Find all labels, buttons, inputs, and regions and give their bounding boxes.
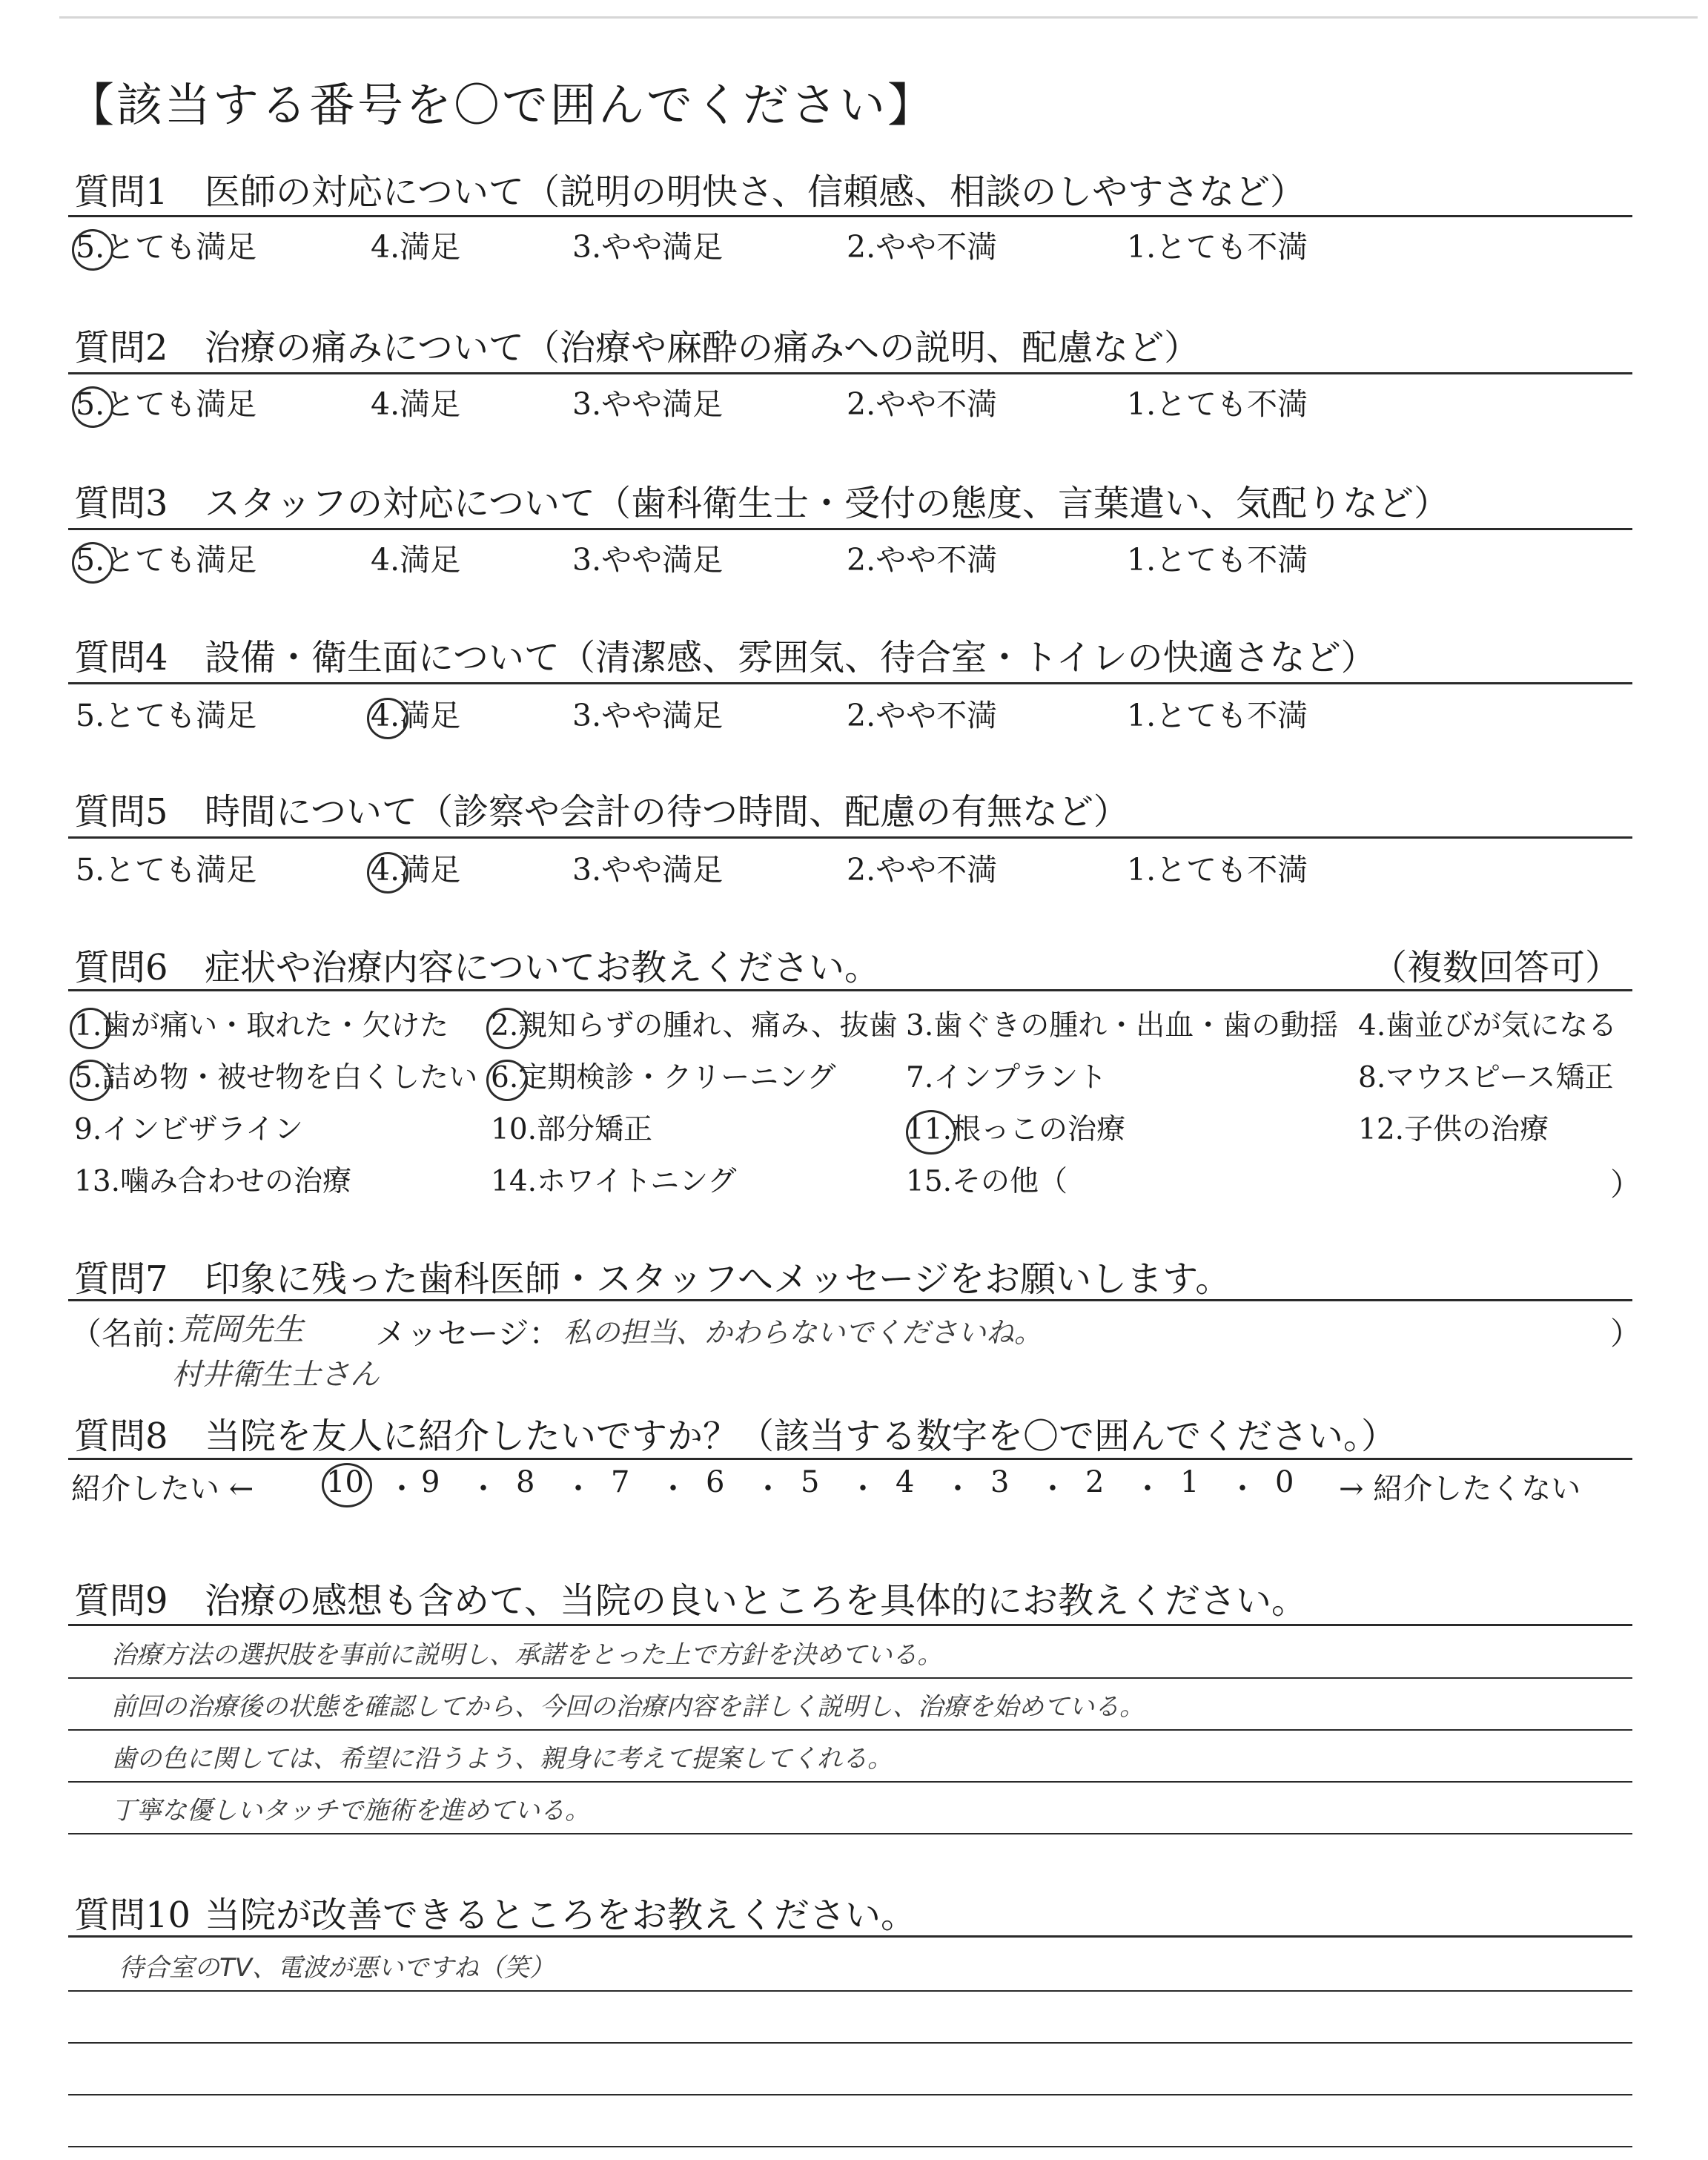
question-text: 治療の感想も含めて、当院の良いところを具体的にお教えください。: [205, 1580, 1308, 1622]
answer-row-1: [0, 222, 1708, 267]
option-label: 噛み合わせの治療: [120, 1165, 352, 1198]
option-number: 5.: [76, 852, 105, 888]
option-label: 詰め物・被せ物を白くしたい: [102, 1061, 478, 1094]
option: [76, 222, 256, 266]
option: [76, 845, 256, 889]
scale-separator: ・: [1038, 1472, 1068, 1506]
divider: [68, 836, 1632, 839]
answer-row-4: [0, 691, 1708, 736]
option-number: 9.: [74, 1113, 102, 1146]
question-number: 質問1: [74, 171, 168, 213]
option-number: 2.: [847, 229, 876, 265]
scale-value: 3: [990, 1465, 1010, 1499]
handwritten-answer: 治療方法の選択肢を事前に説明し、承諾をとった上で方針を決めている。: [111, 1640, 943, 1670]
symptom-option: [1358, 1106, 1549, 1148]
option-number: 3.: [572, 542, 602, 578]
option-number: 2.: [847, 386, 876, 422]
option-number: 13.: [74, 1165, 121, 1198]
question-text: 当院が改善できるところをお教えください。: [205, 1895, 917, 1936]
option-label: とても満足: [105, 229, 257, 265]
symptom-option: [74, 1158, 351, 1200]
question-text: 症状や治療内容についてお教えください。: [205, 947, 881, 988]
scale-left-label: 紹介したい ←: [71, 1472, 254, 1506]
option-label: その他（: [952, 1165, 1068, 1198]
question-number: 質問8: [74, 1416, 168, 1457]
divider: [68, 1458, 1632, 1460]
option-number: 1.: [1127, 386, 1156, 422]
option-label: 満足: [400, 698, 461, 733]
answer-line: [68, 1990, 1632, 1992]
option-label: とても不満: [1156, 542, 1308, 578]
staff-name-hygienist: 村井衛生士さん: [172, 1358, 380, 1392]
option-label: 満足: [400, 852, 461, 888]
symptom-option: [74, 1003, 448, 1044]
option-label: とても満足: [105, 698, 257, 733]
option-label: とても満足: [105, 852, 257, 888]
option: [371, 380, 460, 423]
option-number: 8.: [1358, 1061, 1386, 1094]
option-label: 親知らずの腫れ、痛み、抜歯: [518, 1009, 898, 1043]
option-label: とても満足: [105, 386, 257, 422]
option: [371, 222, 460, 266]
scale-value: 4: [896, 1465, 915, 1499]
option-label: マウスピース矯正: [1386, 1061, 1614, 1094]
option-label: やや満足: [601, 386, 724, 422]
question-number: 質問2: [74, 327, 168, 369]
question-7: [74, 1250, 1231, 1301]
option-number: 3.: [906, 1009, 934, 1043]
message-text: 私の担当、かわらないでくださいね。: [563, 1316, 1043, 1349]
question-text: 設備・衛生面について（清潔感、雰囲気、待合室・トイレの快適さなど）: [205, 637, 1377, 678]
answer-line: [68, 1833, 1632, 1834]
option-label: やや満足: [601, 698, 724, 733]
question-1: [74, 163, 1305, 214]
question-9: [74, 1572, 1307, 1623]
question-number: 質問7: [74, 1258, 168, 1300]
question-text: スタッフの対応について（歯科衛生士・受付の態度、言葉遣い、気配りなど）: [205, 483, 1450, 524]
option: [371, 535, 460, 579]
option: [847, 845, 997, 889]
scale-separator: ・: [469, 1472, 498, 1506]
scale-separator: ・: [1228, 1472, 1257, 1506]
option-label: ホワイトニング: [537, 1165, 737, 1198]
question-text: 時間について（診察や会計の待つ時間、配慮の有無など）: [205, 791, 1130, 833]
answer-line: [68, 1781, 1632, 1783]
option-number: 4.: [371, 229, 400, 265]
answer-row-3: [0, 535, 1708, 580]
option: [1127, 535, 1308, 579]
divider: [68, 1935, 1632, 1938]
scale-separator: ・: [943, 1472, 973, 1506]
option-label: 歯ぐきの腫れ・出血・歯の動揺: [933, 1009, 1339, 1043]
answer-line: [68, 1729, 1632, 1731]
option: [847, 222, 997, 266]
scale-separator: ・: [658, 1472, 688, 1506]
option-label: やや不満: [875, 698, 998, 733]
option-label: 定期検診・クリーニング: [518, 1061, 836, 1094]
form-title: 【該当する番号を〇で囲んでください】: [68, 78, 936, 132]
scale-right-label: → 紹介したくない: [1339, 1472, 1581, 1506]
option: [572, 222, 723, 266]
divider: [68, 1624, 1632, 1626]
close-paren: ）: [1610, 1315, 1642, 1352]
selected-number: 4.: [371, 852, 400, 888]
scale-separator: ・: [753, 1472, 783, 1506]
answer-line: [68, 2042, 1632, 2044]
option: [572, 845, 723, 889]
option: [371, 845, 460, 889]
option: [1127, 222, 1308, 266]
option-label: 歯並びが気になる: [1386, 1009, 1618, 1043]
symptom-option: [906, 1106, 1125, 1148]
question-3: [74, 475, 1449, 526]
option-label: 根っこの治療: [952, 1113, 1126, 1146]
option-label: とても不満: [1156, 698, 1308, 733]
option-label: やや満足: [601, 542, 724, 578]
option-label: 子供の治療: [1404, 1113, 1549, 1146]
option-number: 1.: [1127, 852, 1156, 888]
option-label: とても満足: [105, 542, 257, 578]
option: [847, 380, 997, 423]
symptom-option: [491, 1106, 652, 1148]
scale-value: 5: [801, 1465, 820, 1499]
option: [76, 691, 256, 735]
option-label: 部分矯正: [537, 1113, 653, 1146]
option: [1127, 845, 1308, 889]
option-number: 5.: [76, 698, 105, 733]
symptom-option: [491, 1158, 737, 1200]
option-number: 4.: [371, 386, 400, 422]
option-number: 15.: [906, 1165, 953, 1198]
option-label: やや不満: [875, 386, 998, 422]
handwritten-answer: 丁寧な優しいタッチで施術を進めている。: [111, 1796, 590, 1826]
option-label: 満足: [400, 386, 461, 422]
option-number: 3.: [572, 386, 602, 422]
option-number: 2.: [847, 542, 876, 578]
selected-number: 5.: [76, 542, 105, 578]
scale-value: 6: [706, 1465, 725, 1499]
selected-number: 1.: [74, 1009, 102, 1043]
divider: [68, 215, 1632, 217]
handwritten-answer: 歯の色に関しては、希望に沿うよう、親身に考えて提案してくれる。: [111, 1744, 893, 1774]
scale-value: 2: [1085, 1465, 1105, 1499]
option: [76, 380, 256, 423]
option-number: 1.: [1127, 698, 1156, 733]
selected-number: 6.: [491, 1061, 519, 1094]
option-label: とても不満: [1156, 386, 1308, 422]
option-number: 7.: [906, 1061, 934, 1094]
divider: [68, 528, 1632, 530]
scale-value: 9: [421, 1465, 440, 1499]
scale-separator: ・: [848, 1472, 878, 1506]
question-10: [74, 1886, 916, 1938]
option-number: 3.: [572, 698, 602, 733]
question-6: [74, 939, 1621, 990]
question-number: 質問9: [74, 1580, 168, 1622]
scale-value: [326, 1465, 364, 1499]
option-number: 4.: [1358, 1009, 1386, 1043]
message-label: メッセージ：: [375, 1315, 560, 1352]
scale-value: 7: [611, 1465, 630, 1499]
question-4: [74, 629, 1377, 680]
symptom-option: [491, 1054, 835, 1096]
option-label: インプラント: [933, 1061, 1108, 1094]
multiple-answer-note: （複数回答可）: [1371, 947, 1621, 988]
option: [1127, 691, 1308, 735]
symptom-option: [491, 1003, 898, 1044]
option-number: 3.: [572, 229, 602, 265]
answer-row-2: [0, 380, 1708, 424]
option-number: 1.: [1127, 542, 1156, 578]
divider: [68, 989, 1632, 991]
option-label: 歯が痛い・取れた・欠けた: [102, 1009, 449, 1043]
option-label: やや満足: [601, 852, 724, 888]
option-label: やや不満: [875, 542, 998, 578]
selected-number: 10: [326, 1465, 364, 1499]
option-label: 満足: [400, 229, 461, 265]
option-number: 10.: [491, 1113, 537, 1146]
scale-value: 8: [516, 1465, 535, 1499]
option-label: やや不満: [875, 229, 998, 265]
handwritten-answer: 前回の治療後の状態を確認してから、今回の治療内容を詳しく説明し、治療を始めている。: [111, 1692, 1145, 1722]
handwritten-answer: 待合室のTV、電波が悪いですね（笑）: [119, 1953, 555, 1983]
question-number: 質問6: [74, 947, 168, 988]
option: [1127, 380, 1308, 423]
staff-name-doctor: 荒岡先生: [179, 1311, 305, 1347]
scale-value: 1: [1180, 1465, 1199, 1499]
answer-line: [68, 2094, 1632, 2095]
question-text: 治療の痛みについて（治療や麻酔の痛みへの説明、配慮など）: [205, 327, 1200, 369]
option-number: 14.: [491, 1165, 537, 1198]
option-number: 2.: [847, 698, 876, 733]
option: [847, 535, 997, 579]
question-text: 医師の対応について（説明の明快さ、信頼感、相談のしやすさなど）: [205, 171, 1306, 213]
option: [76, 535, 256, 579]
scale-separator: ・: [1133, 1472, 1162, 1506]
option-label: やや不満: [875, 852, 998, 888]
question-number: 質問10: [74, 1895, 191, 1936]
selected-number: 5.: [76, 229, 105, 265]
option: [572, 380, 723, 423]
option-label: インビザライン: [102, 1113, 304, 1146]
question-5: [74, 783, 1129, 834]
selected-number: 2.: [491, 1009, 519, 1043]
divider: [68, 1299, 1632, 1301]
close-paren: ）: [1610, 1166, 1642, 1203]
option-label: 満足: [400, 542, 461, 578]
option: [572, 535, 723, 579]
question-number: 質問5: [74, 791, 168, 833]
answer-line: [68, 2146, 1632, 2147]
selected-number: 4.: [371, 698, 400, 733]
question-text: 印象に残った歯科医師・スタッフへメッセージをお願いします。: [205, 1258, 1231, 1300]
option: [371, 691, 460, 735]
recommend-scale: [0, 1465, 1708, 1510]
question-number: 質問4: [74, 637, 168, 678]
scale-value: 0: [1275, 1465, 1294, 1499]
answer-row-5: [0, 845, 1708, 890]
question-text: 当院を友人に紹介したいですか？（該当する数字を〇で囲んでください。）: [205, 1416, 1397, 1457]
option-number: 12.: [1358, 1113, 1405, 1146]
question-2: [74, 319, 1199, 370]
scale-separator: ・: [563, 1472, 593, 1506]
divider: [68, 682, 1632, 684]
option-number: 1.: [1127, 229, 1156, 265]
symptom-option: [74, 1106, 303, 1148]
option-label: やや満足: [601, 229, 724, 265]
option-number: 3.: [572, 852, 602, 888]
divider: [68, 372, 1632, 374]
option: [572, 691, 723, 735]
question-number: 質問3: [74, 483, 168, 524]
option: [847, 691, 997, 735]
symptom-option: [1358, 1054, 1614, 1096]
selected-number: 11.: [906, 1113, 953, 1146]
symptom-option: [1358, 1003, 1617, 1044]
scale-separator: ・: [387, 1472, 417, 1506]
option-label: とても不満: [1156, 229, 1308, 265]
option-number: 4.: [371, 542, 400, 578]
symptom-option: [906, 1003, 1338, 1044]
symptom-option: [906, 1054, 1107, 1096]
answer-line: [68, 1677, 1632, 1679]
symptom-option: [906, 1158, 1068, 1200]
question-8: [74, 1407, 1397, 1459]
name-label: （名前：: [70, 1315, 196, 1352]
option-label: とても不満: [1156, 852, 1308, 888]
selected-number: 5.: [74, 1061, 102, 1094]
selected-number: 5.: [76, 386, 105, 422]
symptom-option: [74, 1054, 477, 1096]
option-number: 2.: [847, 852, 876, 888]
